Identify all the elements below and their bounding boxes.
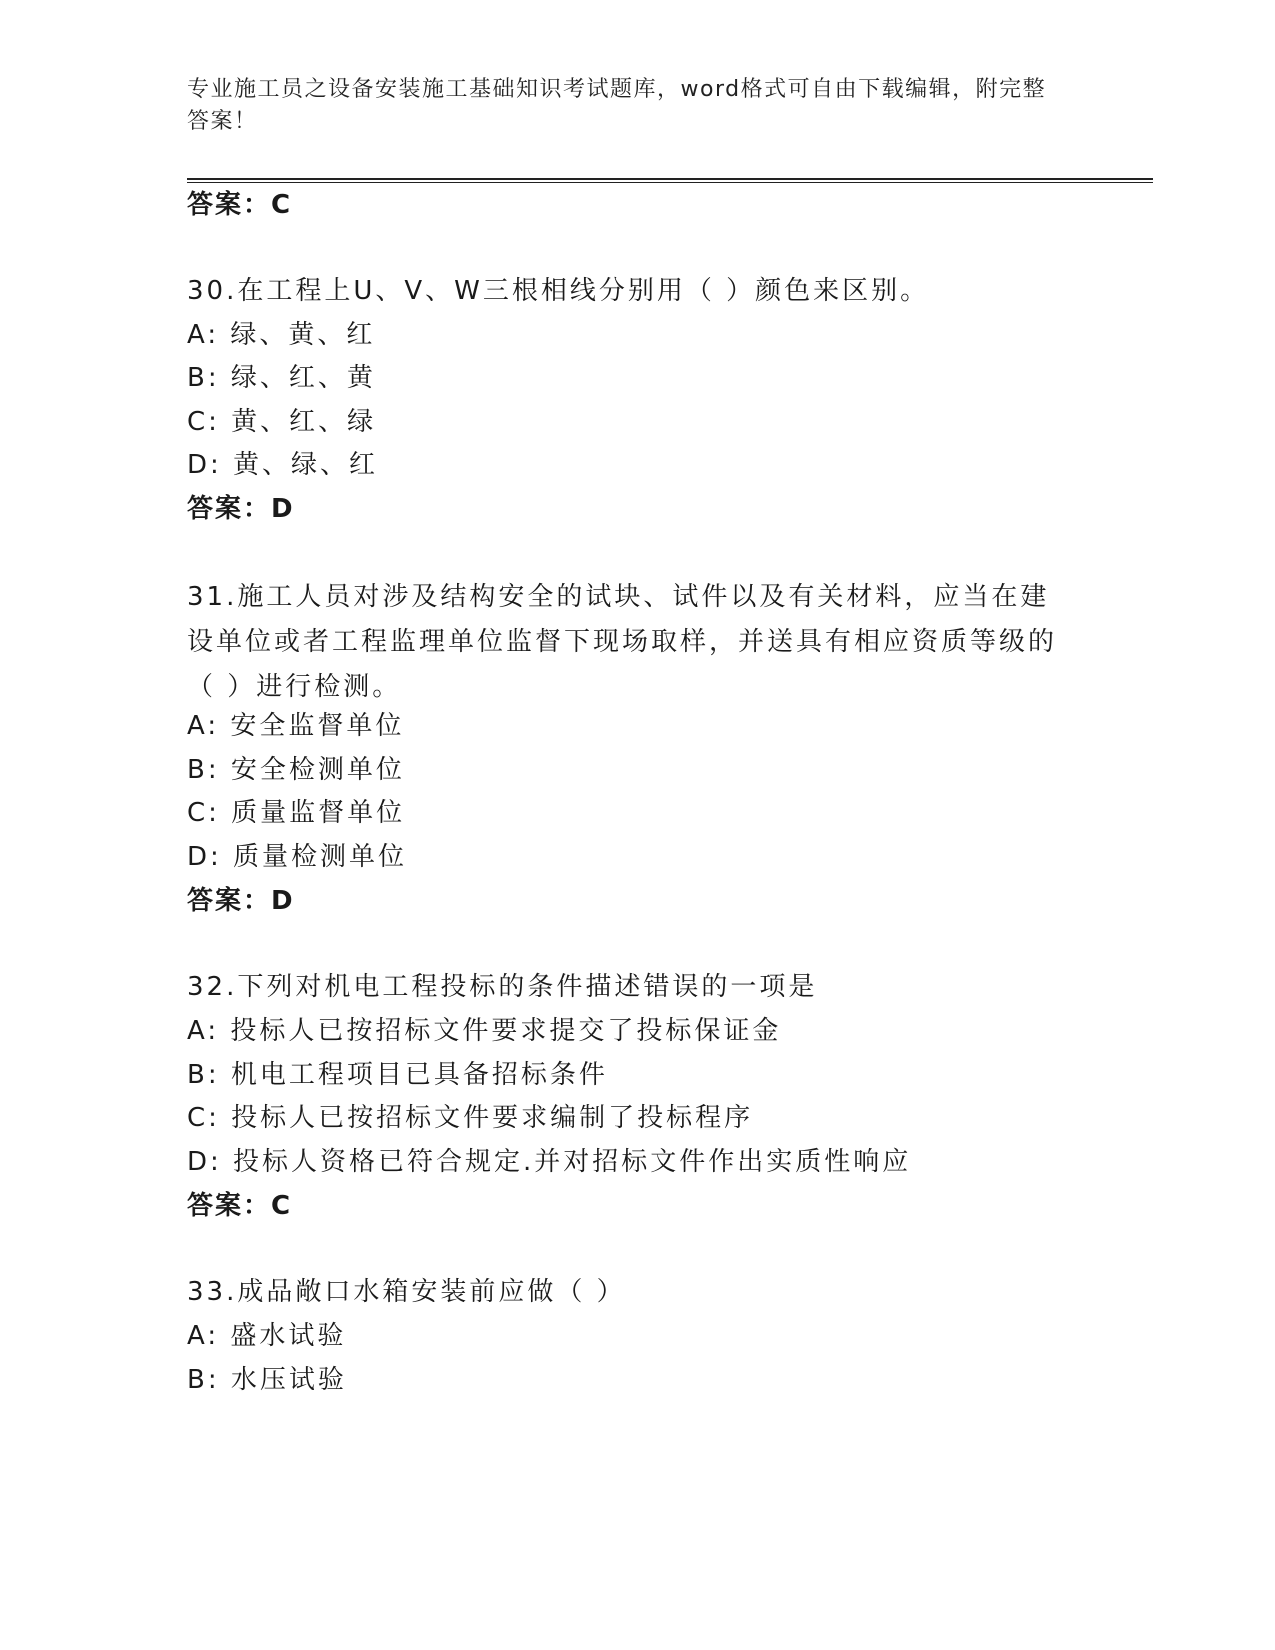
option-b: B: 水压试验 — [187, 1365, 347, 1395]
option-b: B: 绿、红、黄 — [187, 363, 376, 393]
question-stem: 30.在工程上U、V、W三根相线分别用（ ）颜色来区别。 — [187, 276, 930, 306]
header-divider — [187, 178, 1153, 180]
option-c: C: 投标人已按招标文件要求编制了投标程序 — [187, 1103, 754, 1133]
option-a: A: 绿、黄、红 — [187, 320, 376, 350]
option-d: D: 投标人资格已符合规定.并对招标文件作出实质性响应 — [187, 1147, 912, 1177]
question-stem: 31.施工人员对涉及结构安全的试块、试件以及有关材料，应当在建设单位或者工程监理单位监督下现场取样，并送具有相应资质等级的（ ）进行检测。 — [187, 582, 1058, 702]
header-divider-thin — [187, 182, 1153, 183]
option-a: A: 盛水试验 — [187, 1321, 347, 1351]
option-a: A: 投标人已按招标文件要求提交了投标保证金 — [187, 1016, 782, 1046]
option-a: A: 安全监督单位 — [187, 711, 405, 741]
answer: 答案：D — [187, 886, 295, 916]
option-d: D: 质量检测单位 — [187, 842, 408, 872]
option-d: D: 黄、绿、红 — [187, 450, 379, 480]
question-stem: 33.成品敞口水箱安装前应做（ ） — [187, 1277, 626, 1307]
answer: 答案：D — [187, 494, 295, 524]
document-header: 专业施工员之设备安装施工基础知识考试题库，word格式可自由下载编辑，附完整答案！ — [187, 77, 1047, 134]
option-b: B: 安全检测单位 — [187, 755, 405, 785]
option-b: B: 机电工程项目已具备招标条件 — [187, 1060, 608, 1090]
answer: 答案：C — [187, 1191, 293, 1221]
option-c: C: 质量监督单位 — [187, 798, 406, 828]
answer-previous: 答案：C — [187, 190, 293, 220]
question-stem: 32.下列对机电工程投标的条件描述错误的一项是 — [187, 972, 818, 1002]
option-c: C: 黄、红、绿 — [187, 407, 377, 437]
